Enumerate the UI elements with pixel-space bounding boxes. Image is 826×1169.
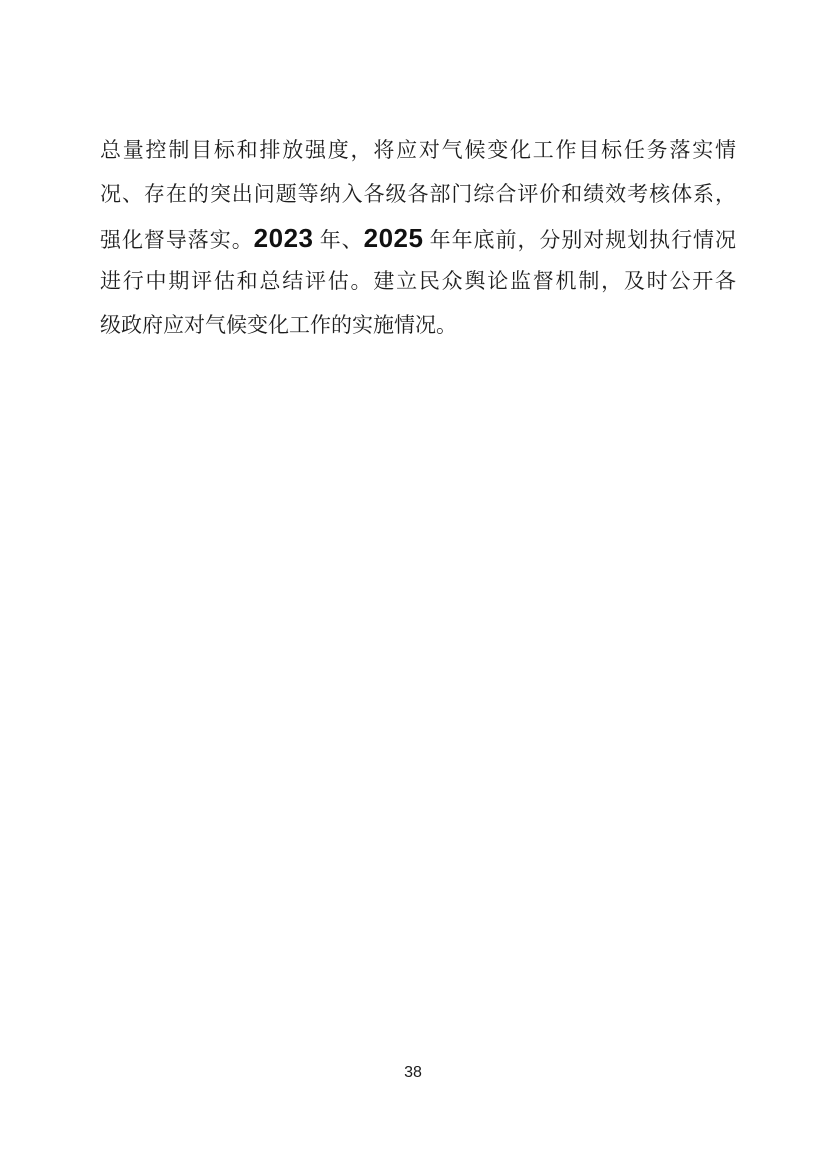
text-line	[100, 217, 736, 261]
text-line	[100, 304, 736, 348]
text-line	[100, 173, 736, 217]
text-segment: 强化督导落实。	[100, 227, 254, 252]
text-line	[100, 129, 736, 173]
year-number: 2025	[363, 222, 424, 253]
text-segment: 况、存在的突出问题等纳入各级各部门综合评价和绩效考核体系，	[100, 181, 736, 206]
text-segment: 年年底前，分别对规划执行情况	[423, 227, 736, 252]
text-segment: 年、	[313, 227, 364, 252]
text-segment: 进行中期评估和总结评估。建立民众舆论监督机制，及时公开各	[100, 269, 736, 294]
paragraph	[100, 129, 736, 348]
text-line	[100, 260, 736, 304]
text-segment: 级政府应对气候变化工作的实施情况。	[100, 313, 457, 338]
page-number: 38	[404, 1064, 422, 1081]
year-number: 2023	[253, 222, 314, 253]
text-segment: 总量控制目标和排放强度，将应对气候变化工作目标任务落实情	[100, 138, 736, 162]
